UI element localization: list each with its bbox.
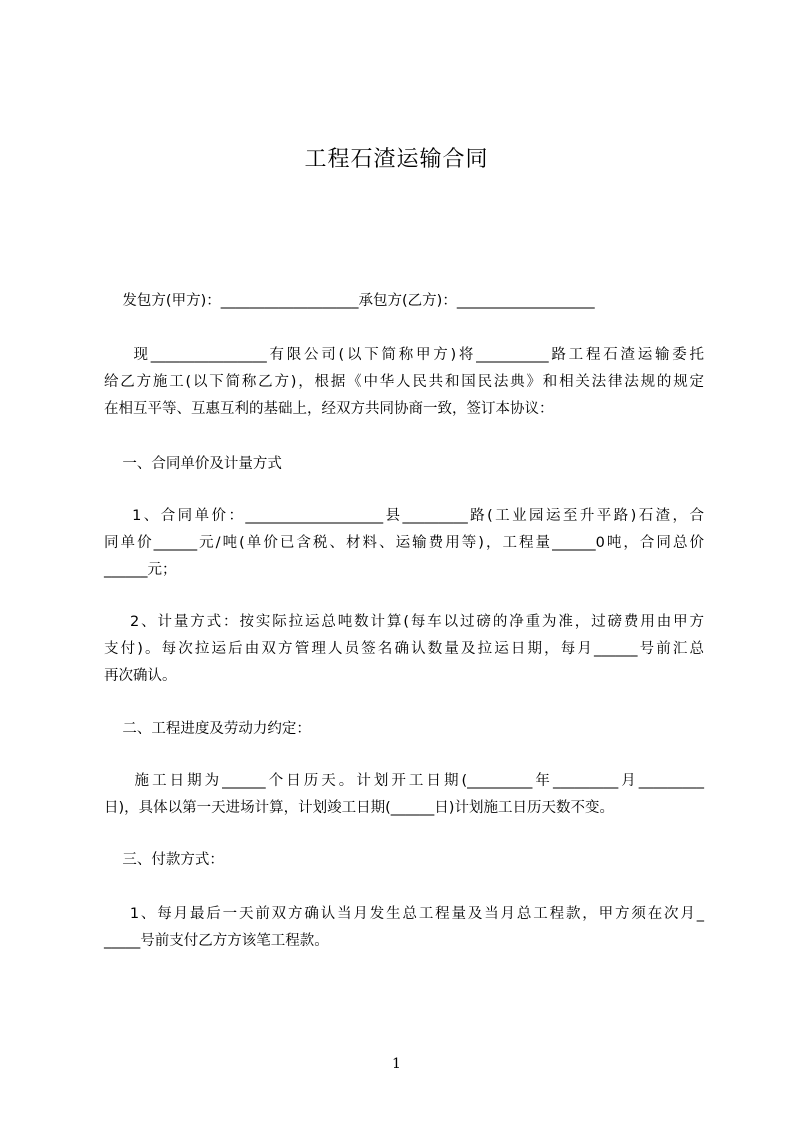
parties-line: 发包方(甲方)：___________________承包方(乙方)：___________________ [104,293,595,309]
section-2-heading: 二、工程进度及劳动力约定： [104,721,311,737]
clause-3-1-line-1: 1、每月最后一天前双方确认当月发生总工程量及当月总工程款，甲方须在次月_ [104,906,704,922]
clause-2-line-1: 施工日期为______个日历天。计划开工日期(_________年_________月_________ [104,773,704,789]
clause-1-2-line-3: 再次确认。 [104,668,177,684]
clause-2-line-2: 日)，具体以第一天进场计算，计划竣工日期(______日)计划施工日历天数不变。 [104,800,614,816]
clause-1-1-line-1: 1、合同单价：___________________县_________路(工业园运至升平路)石渣，合 [104,508,704,524]
clause-1-1-line-2: 同单价______元/吨(单价已含税、材料、运输费用等)，工程量______0吨，合同总价 [104,535,704,551]
clause-1-1-line-3: ______元； [104,562,177,578]
intro-line-3: 在相互平等、互惠互利的基础上，经双方共同协商一致，签订本协议： [104,401,554,417]
clause-3-1-line-2: _____号前支付乙方方该笔工程款。 [104,933,329,949]
section-1-heading: 一、合同单价及计量方式 [104,456,282,472]
page-number: 1 [392,1056,401,1072]
intro-line-2: 给乙方施工(以下简称乙方)，根据《中华人民共和国民法典》和相关法律法规的规定 [104,374,704,390]
document-title: 工程石渣运输合同 [304,147,489,172]
section-3-heading: 三、付款方式： [104,852,224,868]
clause-1-2-line-1: 2、计量方式：按实际拉运总吨数计算(每车以过磅的净重为准，过磅费用由甲方 [104,614,704,630]
clause-1-2-line-2: 支付)。每次拉运后由双方管理人员签名确认数量及拉运日期，每月______号前汇总 [104,641,704,657]
intro-line-1: 现________________有限公司(以下简称甲方)将__________路工程石渣运输委托 [104,347,704,363]
